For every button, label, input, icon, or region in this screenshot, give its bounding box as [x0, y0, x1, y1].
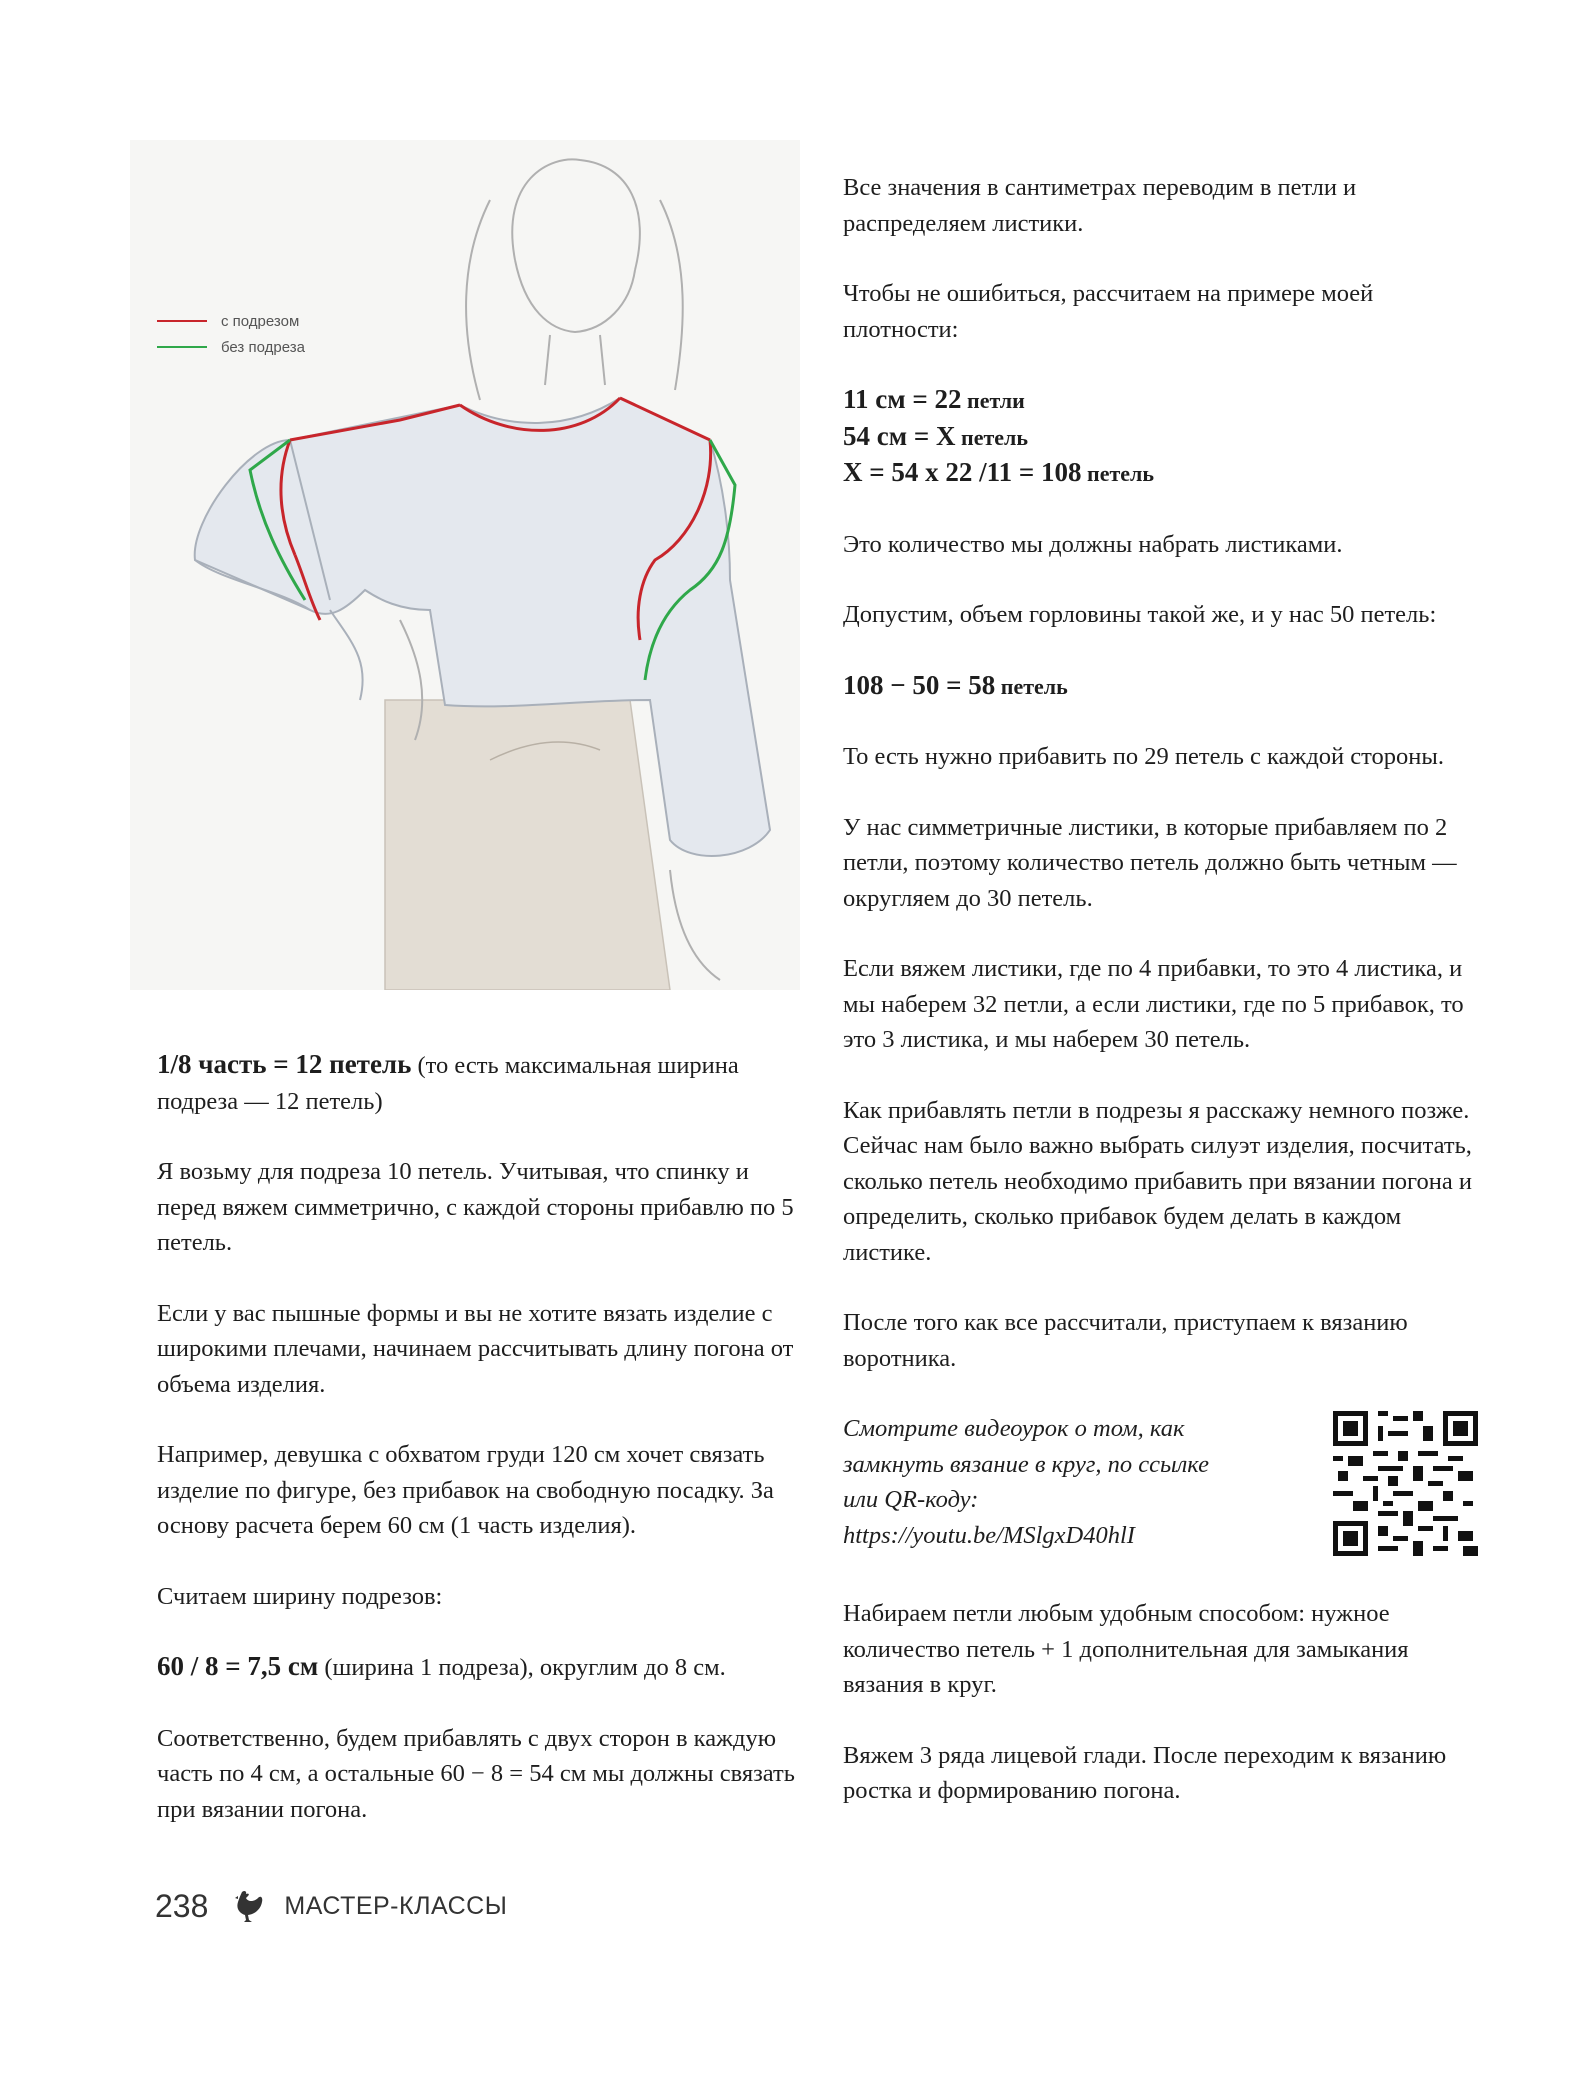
video-link[interactable]: https://youtu.be/MSlgxD40hlI [843, 1521, 1135, 1549]
paragraph: Например, девушка с обхватом груди 120 см хочет связать изделие по фигуре, без прибавок на свободную посадку. За основу расчета берем 60 см (1 часть изделия). [157, 1441, 774, 1539]
legend-green-line [157, 346, 207, 348]
bold-formula: 1/8 часть = 12 петель [157, 1049, 412, 1079]
formula-line: 108 − 50 = 58 петель [843, 669, 1068, 700]
paragraph: То есть нужно прибавить по 29 петель с каждой стороны. [843, 743, 1445, 770]
video-caption [843, 1411, 1303, 1553]
legend-without-cut-label: без подреза [221, 338, 305, 356]
paragraph-text: (то есть максимальная ширина подреза — 12 петель) [157, 1052, 739, 1115]
legend-red-line [157, 320, 207, 322]
bold-formula: 60 / 8 = 7,5 см [157, 1651, 319, 1681]
paragraph: Соответственно, будем прибавлять с двух сторон в каждую часть по 4 см, а остальные 60 − 8 = 54 см мы должны связать при вязании погона. [157, 1724, 795, 1823]
paragraph: Допустим, объем горловины такой же, и у нас 50 петель: [843, 601, 1437, 628]
formula-line: X = 54 x 22 /11 = 108 петель [843, 457, 1155, 487]
right-column [843, 170, 1493, 1844]
left-column [157, 1047, 797, 1862]
section-title: МАСТЕР-КЛАССЫ [284, 1892, 508, 1920]
paragraph: Считаем ширину подрезов: [157, 1582, 443, 1610]
legend-with-cut [157, 308, 305, 334]
legend-without-cut [157, 334, 305, 360]
video-caption-line: замкнуть вязание в круг, по ссылке [843, 1450, 1210, 1478]
page-footer [155, 1888, 507, 1925]
legend-with-cut-label: с подрезом [221, 312, 300, 330]
paragraph: Чтобы не ошибиться, рассчитаем на примере моей плотности: [843, 280, 1374, 343]
legend [157, 308, 305, 360]
paragraph-text: (ширина 1 подреза), округлим до 8 см. [318, 1654, 726, 1681]
video-caption-line: или QR-коду: [843, 1486, 979, 1513]
formula-line: 54 см = X петель [843, 420, 1029, 451]
video-block [843, 1411, 1493, 1561]
paragraph: Как прибавлять петли в подрезы я расскажу немного позже. Сейчас нам было важно выбрать силуэт изделия, посчитать, сколько петель необходимо прибавить при вязании погона и определить, сколько прибавок будем делать в каждом листике. [843, 1096, 1472, 1266]
qr-code[interactable] [1333, 1411, 1478, 1556]
paragraph [157, 1047, 797, 1119]
paragraph: Это количество мы должны набрать листиками. [843, 530, 1343, 558]
paragraph: Если вяжем листики, где по 4 прибавки, то это 4 листика, и мы наберем 32 петли, а если листики, где по 5 прибавок, то это 3 листика, и мы наберем 30 петель. [843, 955, 1464, 1053]
formula-line: 11 см = 22 петли [843, 384, 1025, 414]
paragraph: Набираем петли любым удобным способом: нужное количество петель + 1 дополнительная для замыкания вязания в круг. [843, 1600, 1409, 1698]
paragraph: Если у вас пышные формы и вы не хотите вязать изделие с широкими плечами, начинаем рассчитывать длину погона от объема изделия. [157, 1299, 794, 1398]
paragraph: У нас симметричные листики, в которые прибавляем по 2 петли, поэтому количество петель должно быть четным — округляем до 30 петель. [843, 813, 1457, 912]
rooster-icon [234, 1890, 264, 1924]
video-caption-line: Смотрите видеоурок о том, как [843, 1415, 1185, 1442]
sweater-illustration [130, 140, 800, 990]
paragraph: Я возьму для подреза 10 петель. Учитывая, что спинку и перед вяжем симметрично, с каждой стороны прибавлю по 5 петель. [157, 1158, 794, 1256]
formula-block [843, 668, 1493, 705]
formula-block [843, 382, 1493, 492]
paragraph: Вяжем 3 ряда лицевой глади. После переходим к вязанию ростка и формированию погона. [843, 1741, 1447, 1804]
paragraph: После того как все рассчитали, приступаем к вязанию воротника. [843, 1309, 1408, 1372]
page-number: 238 [155, 1888, 209, 1924]
sweater-figure-drawing [130, 140, 800, 990]
paragraph: Все значения в сантиметрах переводим в петли и распределяем листики. [843, 174, 1357, 237]
paragraph [157, 1649, 797, 1686]
